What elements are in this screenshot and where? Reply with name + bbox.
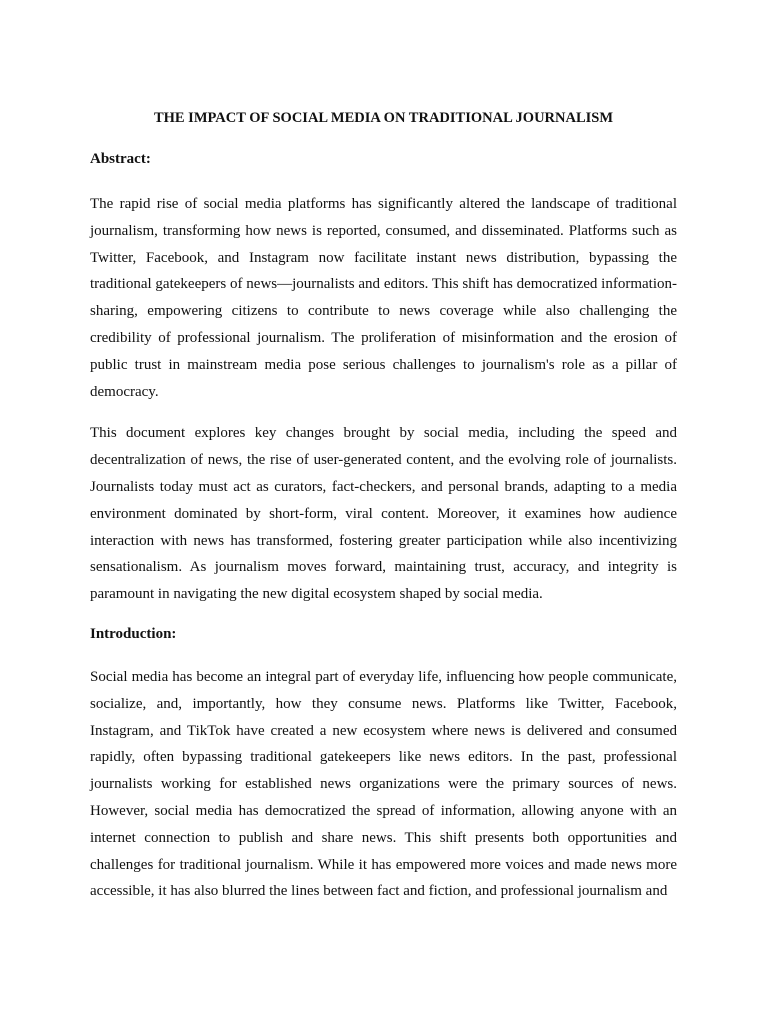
introduction-paragraph: Social media has become an integral part of everyday life, influencing how people communicate, socialize, and, importantly, how they consume news. Platforms like Twitter, Facebook, Instagram, and TikTok have created a new ecosystem where news is delivered and consumed rapidly, often bypassing traditional gatekeepers like news editors. In the past, professional journalists working for established news organizations were the primary sources of news. However, social media has democratized the spread of information, allowing anyone with an internet connection to publish and share news. This shift presents both opportunities and challenges for traditional journalism. While it has empowered more voices and made news more accessible, it has also blurred the lines between fact and fiction, and professional journalism and — [90, 668, 677, 900]
abstract-paragraph-2: This document explores key changes brought by social media, including the speed and decentralization of news, the rise of user-generated content, and the evolving role of journalists. Journalists today must act as curators, fact-checkers, and personal brands, adapting to a media environment dominated by short-form, viral content. Moreover, it examines how audience interaction with news has transformed, fostering greater participation while also incentivizing sensationalism. As journalism moves forward, maintaining trust, accuracy, and integrity is paramount in navigating the new digital ecosystem shaped by social media. — [90, 425, 677, 603]
abstract-heading: Abstract: — [90, 151, 151, 167]
abstract-paragraph-1: The rapid rise of social media platforms has significantly altered the landscape of traditional journalism, transforming how news is reported, consumed, and disseminated. Platforms such as Twitter, Facebook, and Instagram now facilitate instant news distribution, bypassing the traditional gatekeepers of news—journalists and editors. This shift has democratized information-sharing, empowering citizens to contribute to news coverage while also challenging the credibility of professional journalism. The proliferation of misinformation and the erosion of public trust in mainstream media pose serious challenges to journalism's role as a pillar of democracy. — [90, 196, 677, 400]
document-page — [90, 108, 677, 920]
introduction-heading: Introduction: — [90, 625, 177, 642]
document-title: THE IMPACT OF SOCIAL MEDIA ON TRADITIONAL JOURNALISM — [153, 110, 614, 126]
